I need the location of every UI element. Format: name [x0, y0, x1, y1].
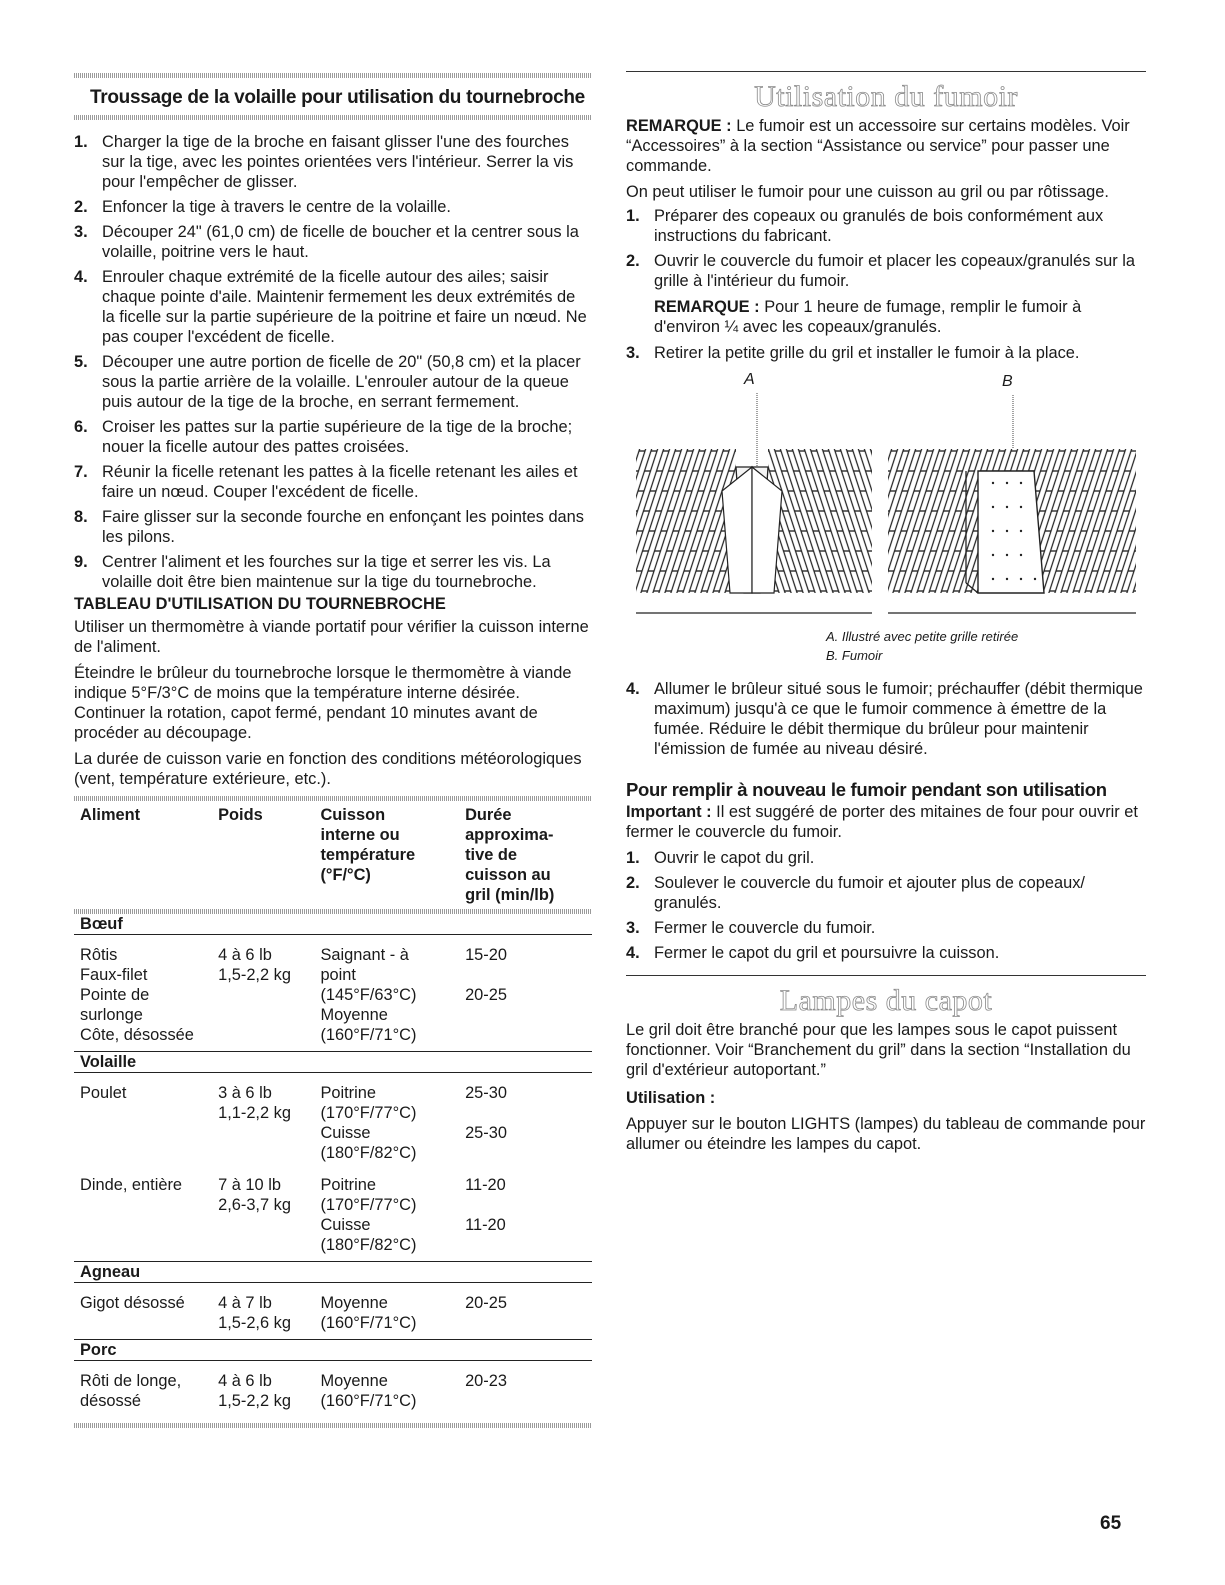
header-cuisson [320, 805, 465, 905]
cell-line: 11-20 [465, 1216, 506, 1234]
step-text: Charger la tige de la broche en faisant glisser l'une des fourches sur la tige, avec les pointes orientées vers l'intérieur. Serrer la vis pour l'empêcher de glisser. [102, 133, 574, 191]
step-number: 7. [74, 463, 88, 481]
cell-line: Moyenne [320, 1372, 388, 1390]
cell-line: surlonge [80, 1006, 143, 1024]
step-number: 8. [74, 508, 88, 526]
cell-line: 20-25 [465, 1294, 507, 1312]
smoker-title: Utilisation du fumoir [754, 80, 1018, 113]
table-row [74, 935, 592, 1052]
smoker-intro: On peut utiliser le fumoir pour une cuisson au gril ou par rôtissage. [626, 183, 1109, 201]
table-cell [74, 1169, 218, 1262]
cell-line: Pointe de [80, 986, 150, 1004]
step-item [74, 132, 592, 192]
table-cell [465, 1283, 592, 1340]
cell-line: 1,5-2,2 kg [218, 1392, 291, 1410]
remark2-label: REMARQUE : [654, 298, 760, 316]
step-number: 3. [74, 223, 88, 241]
table-cell [320, 1169, 465, 1262]
table-cell [74, 1283, 218, 1340]
smoker-step-3 [626, 343, 1146, 363]
cell-line: (170°F/77°C) [320, 1196, 417, 1214]
header-line: température [320, 846, 416, 864]
cell-line: Gigot désossé [80, 1294, 185, 1312]
table-cell [465, 935, 592, 1052]
table-cell [320, 935, 465, 1052]
lamps-rule [626, 975, 1146, 976]
grill-right-panel [888, 449, 1136, 613]
cell-line: 11-20 [465, 1176, 506, 1194]
step-item [626, 848, 1146, 868]
truss-steps-list [74, 132, 592, 592]
header-line: Durée [465, 806, 512, 824]
cell-line: Côte, désossée [80, 1026, 194, 1044]
step-number: 1. [626, 207, 640, 225]
step-text: Découper 24" (61,0 cm) de ficelle de boucher et la centrer sous la volaille, poitrine vers le haut. [102, 223, 579, 261]
usage-paragraph: Appuyer sur le bouton LIGHTS (lampes) du tableau de commande pour allumer ou éteindre les lampes du capot. [626, 1115, 1146, 1153]
rotisserie-table [74, 805, 592, 1417]
step-text: Faire glisser sur la seconde fourche en enfonçant les pointes dans les pilons. [102, 508, 584, 546]
cell-line: 20-25 [465, 986, 507, 1004]
header-line: Poids [218, 806, 263, 824]
figure-caption-b: B. Fumoir [826, 648, 883, 663]
top-rule [626, 71, 1146, 72]
cell-line: (160°F/71°C) [320, 1026, 417, 1044]
cell-line: 4 à 6 lb [218, 1372, 272, 1390]
step-item [74, 507, 592, 547]
cell-line [465, 1103, 592, 1123]
cell-line: 2,6-3,7 kg [218, 1196, 291, 1214]
remark-text: Le fumoir est un accessoire sur certains modèles. Voir “Accessoires” à la section “Assistance ou service” pour passer une commande. [626, 117, 1130, 175]
grill-illustration [626, 371, 1146, 621]
step-item [74, 462, 592, 502]
figure-label-a: A [744, 371, 755, 388]
table-cell [465, 1169, 592, 1262]
table-cell [74, 1361, 218, 1417]
cell-line: point [320, 966, 356, 984]
cell-line: Cuisse [320, 1216, 371, 1234]
lamps-paragraph: Le gril doit être branché pour que les lampes sous le capot puissent fonctionner. Voir “Branchement du gril” dans la section “Installation du gril d'extérieur autoportant.” [626, 1021, 1131, 1079]
burner-paragraph: Éteindre le brûleur du tournebroche lorsque le thermomètre à viande indique 5°F/3°C de moins que la température interne désirée. Continuer la rotation, capot fermé, pendant 10 minutes avant de procéder au découpage. [74, 664, 572, 742]
cell-line [465, 965, 592, 985]
cell-line: Moyenne [320, 1006, 388, 1024]
header-line: approxima- [465, 826, 554, 844]
smoker-figure [626, 371, 1146, 621]
header-aliment [74, 805, 218, 905]
table-header-row [74, 805, 592, 905]
step-text: Réunir la ficelle retenant les pattes à la ficelle retenant les ailes et faire un nœud. Couper l'excédent de ficelle. [102, 463, 578, 501]
table-row [74, 1283, 592, 1340]
step-text: Préparer des copeaux ou granulés de bois conformément aux instructions du fabricant. [654, 207, 1104, 245]
header-line: tive de [465, 846, 517, 864]
step-item [74, 267, 592, 347]
table-cell [320, 1283, 465, 1340]
refill-steps-list [626, 848, 1146, 963]
step-item [626, 206, 1146, 246]
important-text: Il est suggéré de porter des mitaines de four pour ouvrir et fermer le couvercle du fumoir. [626, 803, 1138, 841]
cell-line: 1,5-2,2 kg [218, 966, 291, 984]
step-text: Centrer l'aliment et les fourches sur la tige et serrer les vis. La volaille doit être bien maintenue sur la tige du tournebroche. [102, 553, 551, 591]
step-number: 3. [626, 919, 640, 937]
smoker-step-4 [626, 679, 1146, 759]
step-number: 1. [626, 849, 640, 867]
step-item [74, 222, 592, 262]
cell-line: Rôtis [80, 946, 118, 964]
step-number: 9. [74, 553, 88, 571]
header-line: (°F/°C) [320, 866, 371, 884]
thermometer-paragraph: Utiliser un thermomètre à viande portatif pour vérifier la cuisson interne de l'aliment. [74, 618, 589, 656]
category-label: Porc [80, 1341, 117, 1359]
table-cell [74, 935, 218, 1052]
cell-line: Moyenne [320, 1294, 388, 1312]
conditions-paragraph: La durée de cuisson varie en fonction des conditions météorologiques (vent, température extérieure, etc.). [74, 750, 582, 788]
right-column [626, 0, 1146, 1154]
remark2-text: Pour 1 heure de fumage, remplir le fumoir à d'environ ¼ avec les copeaux/granulés. [654, 298, 1082, 336]
table-cell [218, 935, 320, 1052]
grill-left-panel [636, 449, 872, 613]
usage-label: Utilisation : [626, 1089, 716, 1107]
cell-line: 7 à 10 lb [218, 1176, 281, 1194]
table-cell [74, 1073, 218, 1169]
header-line: Aliment [80, 806, 141, 824]
step-number: 2. [626, 252, 640, 270]
important-note [626, 802, 1146, 842]
header-duree [465, 805, 592, 905]
step-number: 2. [74, 198, 88, 216]
step-item [74, 417, 592, 457]
smoker-remark-2 [626, 297, 1146, 337]
smoker-step-3-list [626, 343, 1146, 363]
table-heading: TABLEAU D'UTILISATION DU TOURNEBROCHE [74, 595, 446, 613]
step-text: Croiser les pattes sur la partie supérieure de la tige de la broche; nouer la ficelle autour des pattes croisées. [102, 418, 573, 456]
figure-caption-a: A. Illustré avec petite grille retirée [826, 629, 1019, 644]
table-cell [320, 1073, 465, 1169]
category-row [74, 1262, 592, 1283]
cell-line: (160°F/71°C) [320, 1392, 417, 1410]
cell-line: 4 à 7 lb [218, 1294, 272, 1312]
step-item [626, 943, 1146, 963]
cell-line: (160°F/71°C) [320, 1314, 417, 1332]
step-item [626, 251, 1146, 291]
cell-line: 25-30 [465, 1124, 507, 1142]
step-item [626, 918, 1146, 938]
category-label: Bœuf [80, 915, 123, 933]
smoker-remark [626, 116, 1146, 176]
step-text: Soulever le couvercle du fumoir et ajouter plus de copeaux/ granulés. [654, 874, 1085, 912]
step-text: Enfoncer la tige à travers le centre de la volaille. [102, 198, 451, 216]
step-item [74, 352, 592, 412]
important-label: Important : [626, 803, 712, 821]
category-label: Volaille [80, 1053, 137, 1071]
step-number: 4. [626, 680, 640, 698]
header-line: gril (min/lb) [465, 886, 555, 904]
step-item [626, 873, 1146, 913]
step-number: 2. [626, 874, 640, 892]
cell-line: (180°F/82°C) [320, 1236, 417, 1254]
cell-line: 4 à 6 lb [218, 946, 272, 964]
category-row [74, 1340, 592, 1361]
page-number: 65 [1100, 1513, 1122, 1534]
step-item [74, 552, 592, 592]
step-text: Ouvrir le capot du gril. [654, 849, 815, 867]
step-item [74, 197, 592, 217]
step-text: Ouvrir le couvercle du fumoir et placer les copeaux/granulés sur la grille à l'intérieur du fumoir. [654, 252, 1136, 290]
step-number: 6. [74, 418, 88, 436]
cell-line: 3 à 6 lb [218, 1084, 272, 1102]
cell-line: Poulet [80, 1084, 127, 1102]
header-line: Cuisson [320, 806, 386, 824]
step-number: 1. [74, 133, 88, 151]
table-top-hatch [74, 796, 592, 801]
table-bottom-hatch [74, 1423, 592, 1428]
table-row [74, 1073, 592, 1169]
top-hatch-rule [74, 73, 592, 78]
title-hatch-rule [74, 115, 592, 120]
header-line: interne ou [320, 826, 400, 844]
cell-line: 15-20 [465, 946, 507, 964]
left-column [74, 0, 592, 1428]
header-hatch-row [74, 905, 592, 914]
lamps-title: Lampes du capot [779, 984, 993, 1017]
step-text: Fermer le couvercle du fumoir. [654, 919, 876, 937]
cell-line: (145°F/63°C) [320, 986, 417, 1004]
cell-line: (180°F/82°C) [320, 1144, 417, 1162]
step-text: Enrouler chaque extrémité de la ficelle autour des ailes; saisir chaque pointe d'aile. Maintenir fermement les deux extrémités de la ficelle sur la partie supérieure de la poitrine et faire un nœud. Ne pas couper l'excédent de ficelle. [102, 268, 587, 346]
category-row [74, 1052, 592, 1073]
table-cell [465, 1073, 592, 1169]
cell-line: Dinde, entière [80, 1176, 183, 1194]
table-row [74, 1361, 592, 1417]
table-cell [320, 1361, 465, 1417]
table-cell [218, 1361, 320, 1417]
table-row [74, 1169, 592, 1262]
cell-line: Saignant - à [320, 946, 409, 964]
step-number: 4. [626, 944, 640, 962]
step-text: Allumer le brûleur situé sous le fumoir; préchauffer (débit thermique maximum) jusqu'à ce que le fumoir commence à émettre de la fumée. Réduire le débit thermique du brûleur pour maintenir l'émission de fumée au niveau désiré. [654, 680, 1143, 758]
truss-title: Troussage de la volaille pour utilisation du tournebroche [90, 87, 585, 108]
header-poids [218, 805, 320, 905]
category-row [74, 914, 592, 935]
table-cell [218, 1169, 320, 1262]
step-text: Découper une autre portion de ficelle de 20" (50,8 cm) et la placer sous la partie arrière de la volaille. L'enrouler autour de la queue puis autour de la tige de la broche, en serrant fermement. [102, 353, 581, 411]
cell-line: désossé [80, 1392, 142, 1410]
table-cell [218, 1283, 320, 1340]
category-label: Agneau [80, 1263, 141, 1281]
table-cell [218, 1073, 320, 1169]
cell-line: Faux-filet [80, 966, 148, 984]
step-number: 5. [74, 353, 88, 371]
cell-line: 25-30 [465, 1084, 507, 1102]
cell-line: Cuisse [320, 1124, 371, 1142]
smoker-step-4-list [626, 679, 1146, 759]
refill-title: Pour remplir à nouveau le fumoir pendant son utilisation [626, 779, 1107, 800]
table-cell [465, 1361, 592, 1417]
cell-line [465, 1195, 592, 1215]
cell-line: 20-23 [465, 1372, 507, 1390]
cell-line: Poitrine [320, 1176, 377, 1194]
cell-line: Rôti de longe, [80, 1372, 182, 1390]
cell-line: 1,5-2,6 kg [218, 1314, 291, 1332]
cell-line: Poitrine [320, 1084, 377, 1102]
remark-label: REMARQUE : [626, 117, 732, 135]
step-text: Retirer la petite grille du gril et installer le fumoir à la place. [654, 344, 1080, 362]
step-text: Fermer le capot du gril et poursuivre la cuisson. [654, 944, 1000, 962]
cell-line: 1,1-2,2 kg [218, 1104, 291, 1122]
header-line: cuisson au [465, 866, 551, 884]
figure-label-b: B [1002, 373, 1013, 390]
cell-line: (170°F/77°C) [320, 1104, 417, 1122]
step-number: 4. [74, 268, 88, 286]
step-number: 3. [626, 344, 640, 362]
smoker-steps-list [626, 206, 1146, 291]
